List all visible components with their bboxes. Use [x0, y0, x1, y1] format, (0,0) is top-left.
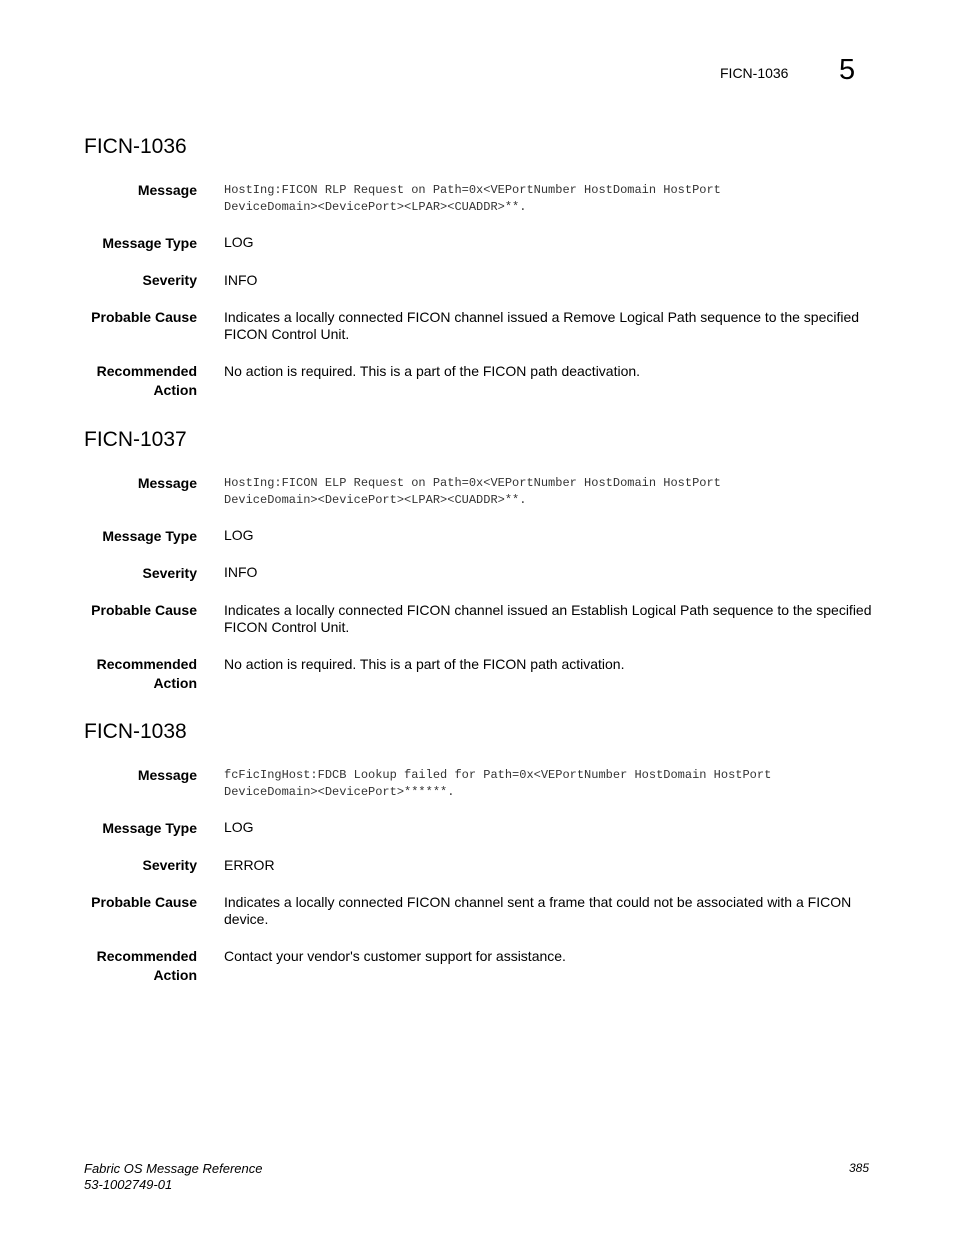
label-line: Recommended	[96, 363, 197, 379]
probable-cause-line: FICON Control Unit.	[224, 326, 350, 342]
label-message-type: Message Type	[102, 235, 197, 251]
footer-title: Fabric OS Message Reference	[84, 1161, 263, 1176]
probable-cause-line: Indicates a locally connected FICON channel issued an Establish Logical Path sequence to the specified	[224, 602, 872, 618]
section-title-ficn-1036: FICN-1036	[84, 135, 187, 158]
message-line: HostIng:FICON ELP Request on Path=0x<VEPortNumber HostDomain HostPort	[224, 476, 721, 490]
message-line: DeviceDomain><DevicePort><LPAR><CUADDR>**.	[224, 493, 527, 507]
chapter-number: 5	[839, 54, 856, 86]
severity-value: ERROR	[224, 857, 275, 873]
probable-cause-line: FICON Control Unit.	[224, 619, 350, 635]
recommended-action-text: No action is required. This is a part of the FICON path deactivation.	[224, 363, 641, 379]
message-text	[224, 475, 874, 509]
label-recommended-action	[60, 362, 197, 400]
label-line: Action	[153, 675, 197, 691]
message-text	[224, 767, 874, 801]
message-type-value: LOG	[224, 527, 254, 543]
label-line: Action	[153, 382, 197, 398]
footer-doc-info	[84, 1161, 262, 1193]
message-line: HostIng:FICON RLP Request on Path=0x<VEPortNumber HostDomain HostPort	[224, 183, 721, 197]
label-message: Message	[137, 475, 197, 491]
section-title-ficn-1037: FICN-1037	[84, 428, 187, 451]
label-probable-cause: Probable Cause	[91, 894, 197, 910]
label-severity: Severity	[142, 565, 197, 581]
probable-cause-text	[224, 602, 874, 636]
message-line: DeviceDomain><DevicePort><LPAR><CUADDR>**.	[224, 200, 527, 214]
label-probable-cause: Probable Cause	[91, 309, 197, 325]
message-type-value: LOG	[224, 234, 254, 250]
label-message-type: Message Type	[102, 820, 197, 836]
severity-value: INFO	[224, 272, 258, 288]
label-severity: Severity	[142, 272, 197, 288]
label-message-type: Message Type	[102, 528, 197, 544]
label-message: Message	[137, 767, 197, 783]
message-type-value: LOG	[224, 819, 254, 835]
label-recommended-action	[60, 947, 197, 985]
label-line: Recommended	[96, 656, 197, 672]
probable-cause-line: Indicates a locally connected FICON channel issued a Remove Logical Path sequence to the specified	[224, 309, 860, 325]
probable-cause-line: Indicates a locally connected FICON channel sent a frame that could not be associated with a FICON	[224, 894, 852, 910]
message-text	[224, 182, 874, 216]
label-line: Recommended	[96, 948, 197, 964]
footer-doc-number: 53-1002749-01	[84, 1177, 173, 1192]
recommended-action-text: No action is required. This is a part of the FICON path activation.	[224, 656, 625, 672]
probable-cause-text	[224, 309, 874, 343]
recommended-action-text: Contact your vendor's customer support for assistance.	[224, 948, 566, 964]
label-line: Action	[153, 967, 197, 983]
probable-cause-line: device.	[224, 911, 269, 927]
message-line: fcFicIngHost:FDCB Lookup failed for Path=0x<VEPortNumber HostDomain HostPort	[224, 768, 772, 782]
label-severity: Severity	[142, 857, 197, 873]
label-probable-cause: Probable Cause	[91, 602, 197, 618]
probable-cause-text	[224, 894, 874, 928]
message-line: DeviceDomain><DevicePort>******.	[224, 785, 455, 799]
section-title-ficn-1038: FICN-1038	[84, 720, 187, 743]
label-message: Message	[137, 182, 197, 198]
page-number: 385	[849, 1161, 870, 1175]
severity-value: INFO	[224, 564, 258, 580]
label-recommended-action	[60, 655, 197, 693]
running-header-ref: FICN-1036	[720, 65, 789, 81]
